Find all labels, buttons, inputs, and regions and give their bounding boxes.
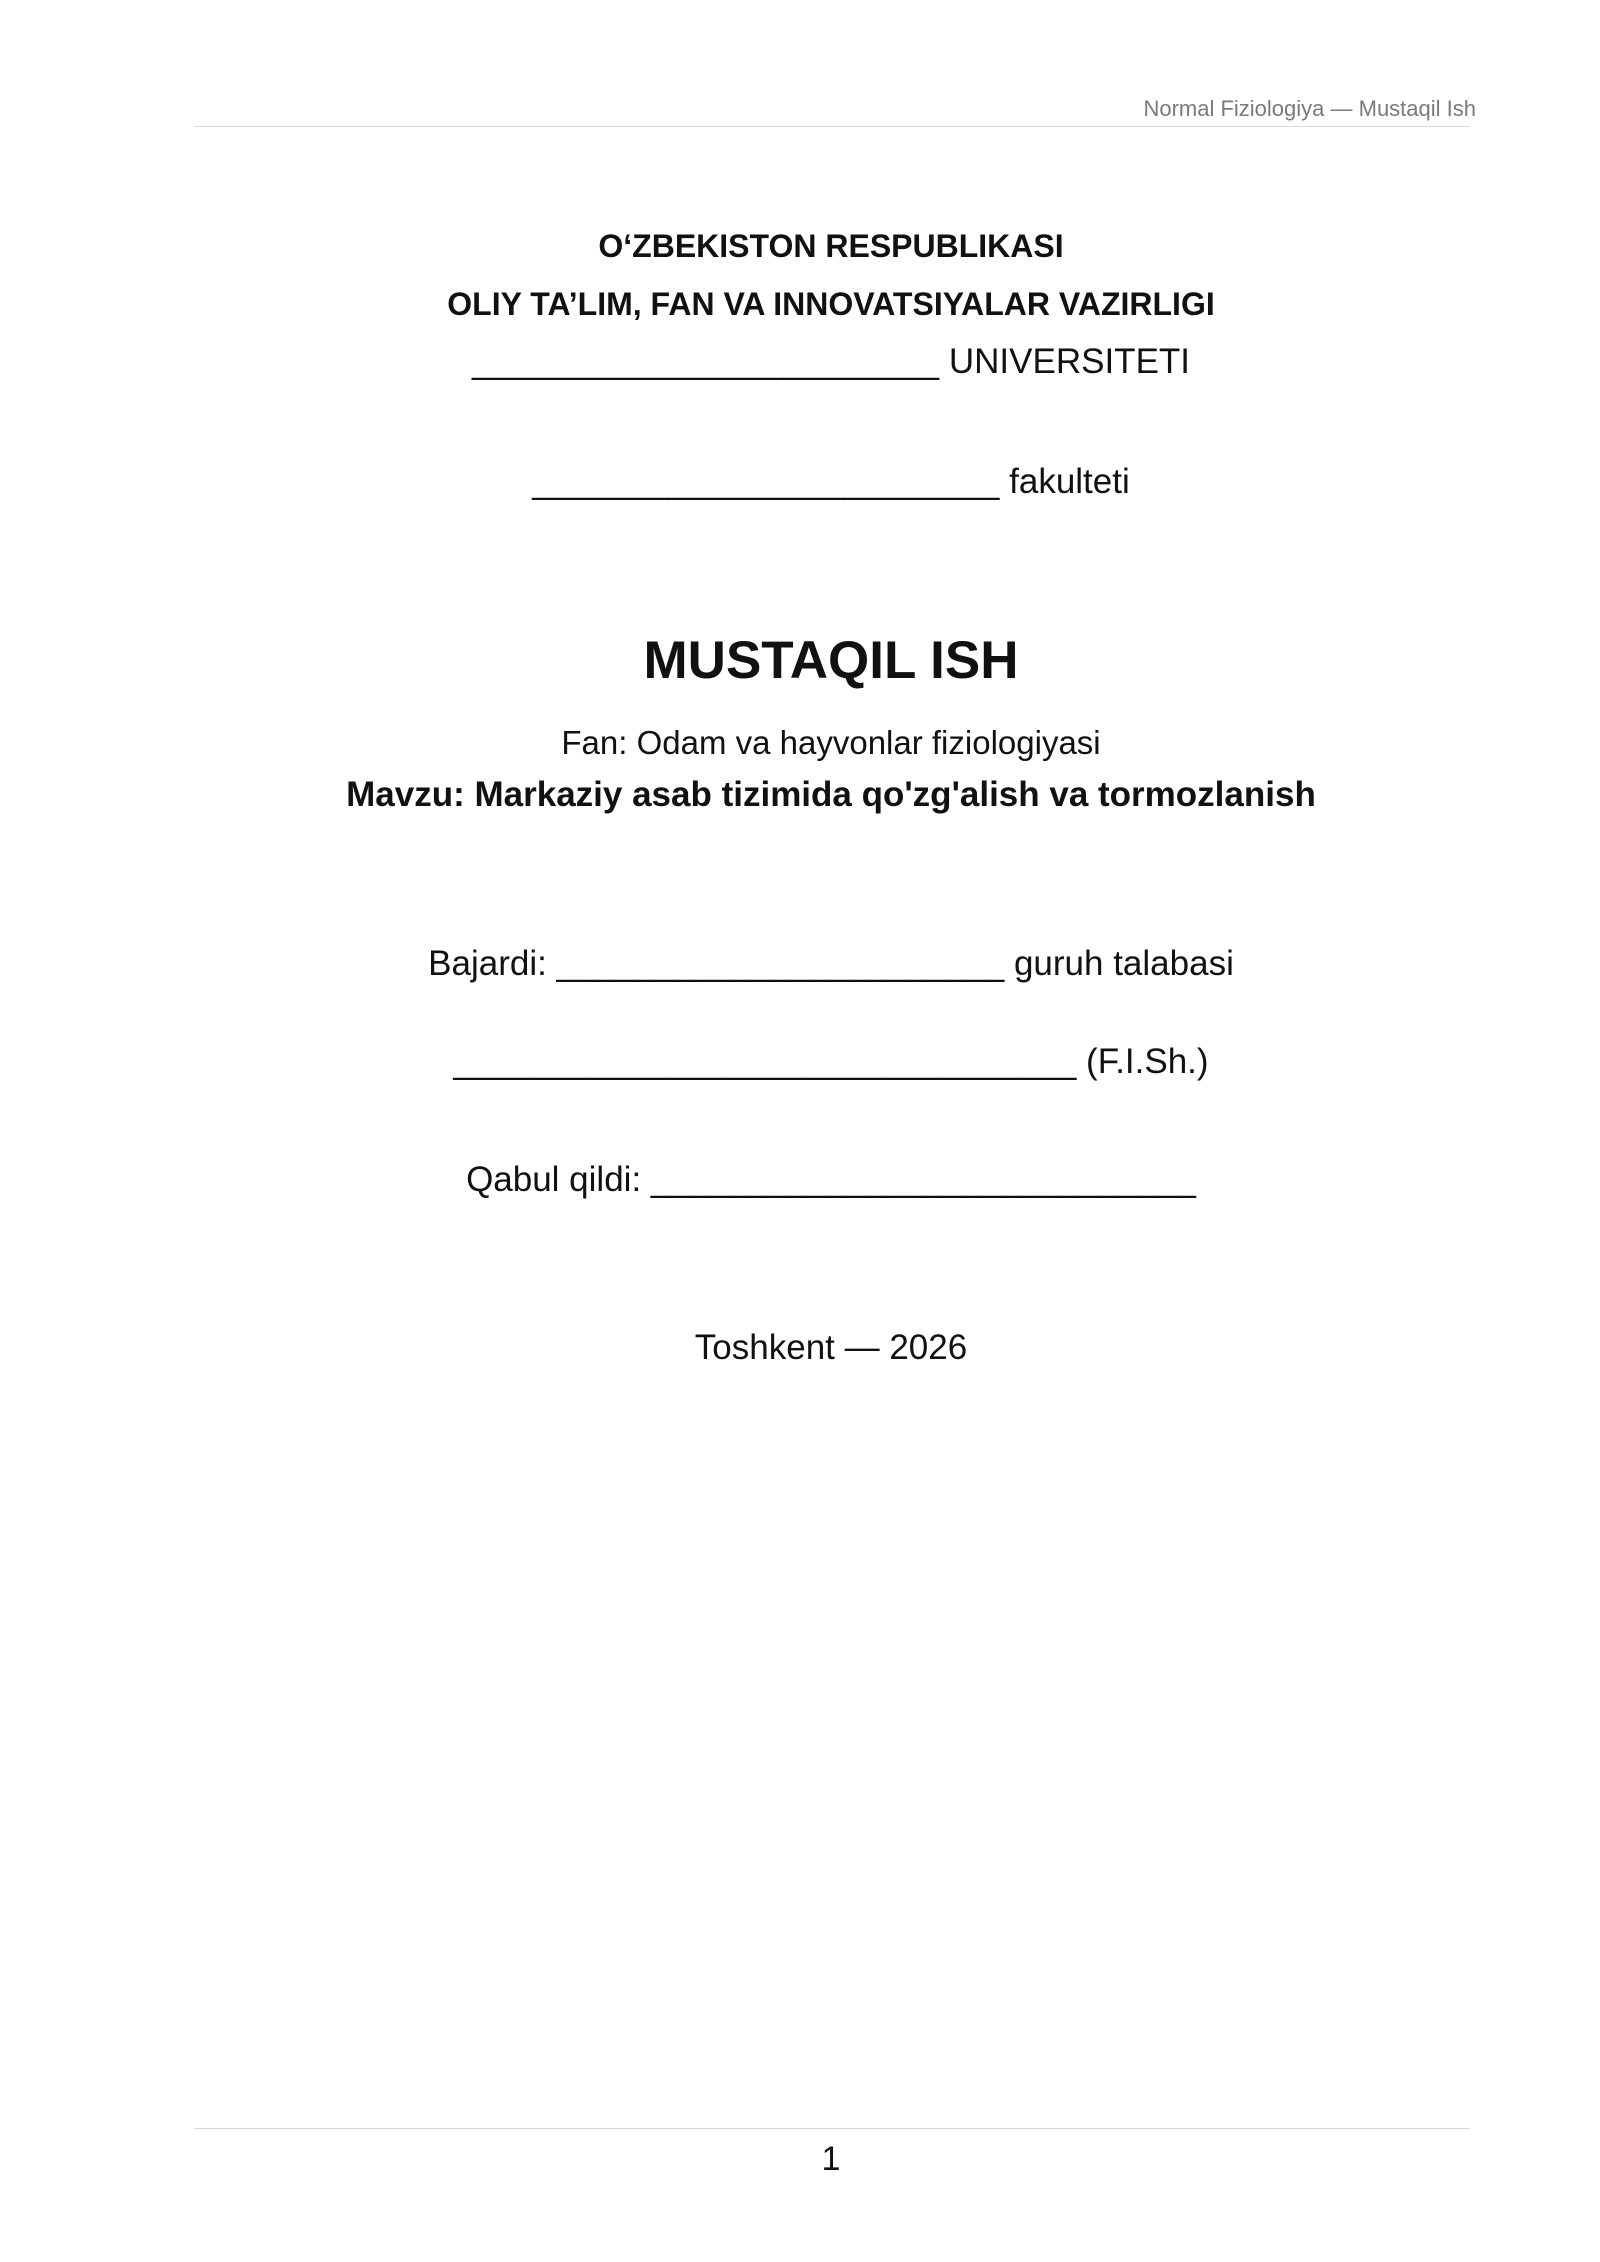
faculty-line: ________________________ fakulteti	[532, 462, 1130, 501]
full-name-line: ________________________________ (F.I.Sh.)	[453, 1042, 1209, 1081]
republic-heading: O‘ZBEKISTON RESPUBLIKASI	[598, 228, 1064, 264]
running-header: Normal Fiziologiya — Mustaqil Ish	[1143, 96, 1476, 121]
accepted-by-line: Qabul qildi: ____________________________	[466, 1160, 1196, 1199]
city-year: Toshkent — 2026	[694, 1328, 968, 1367]
document-title: MUSTAQIL ISH	[643, 631, 1019, 690]
page-number: 1	[821, 2140, 841, 2178]
university-line: ________________________ UNIVERSITETI	[471, 342, 1191, 381]
subject-line: Fan: Odam va hayvonlar fiziologiyasi	[561, 724, 1101, 761]
performed-by-line: Bajardi: _______________________ guruh talabasi	[428, 944, 1234, 983]
footer-divider	[194, 2128, 1470, 2129]
header-divider	[194, 126, 1470, 127]
topic-line: Mavzu: Markaziy asab tizimida qo'zg'alish va tormozlanish	[346, 775, 1316, 814]
ministry-heading: OLIY TA’LIM, FAN VA INNOVATSIYALAR VAZIRLIGI	[447, 286, 1215, 322]
